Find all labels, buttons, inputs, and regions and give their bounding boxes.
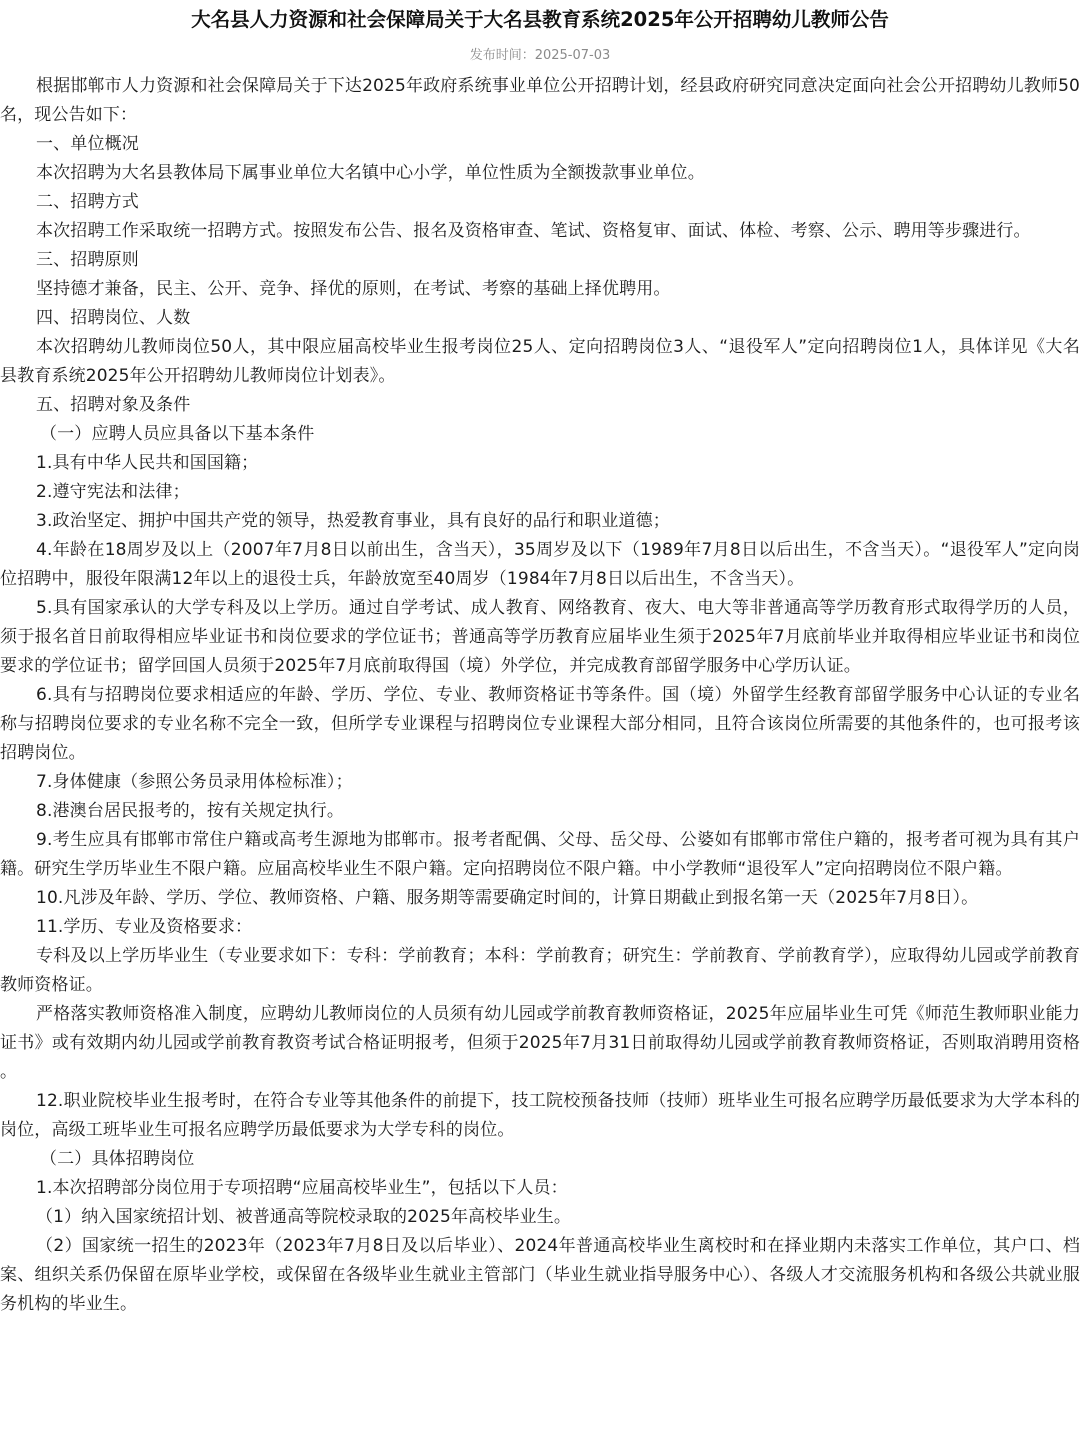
subsection-heading-basic-conditions: （一）应聘人员应具备以下基本条件	[40, 424, 315, 444]
list-item: 6.具有与招聘岗位要求相适应的年龄、学历、学位、专业、教师资格证书等条件。国（境）外留学生经教育部留学服务中心认证的专业名称与招聘岗位要求的专业名称不完全一致，但所学专业课程与招聘岗位专业课程大部分相同，且符合该岗位所需要的其他条件的，也可报考该招聘岗位。	[0, 685, 1080, 763]
paragraph: 坚持德才兼备，民主、公开、竞争、择优的原则，在考试、考察的基础上择优聘用。	[36, 279, 671, 299]
section-heading-eligibility: 五、招聘对象及条件	[36, 395, 191, 415]
list-item: 3.政治坚定、拥护中国共产党的领导，热爱教育事业，具有良好的品行和职业道德；	[36, 511, 670, 531]
list-item: 4.年龄在18周岁及以上（2007年7月8日以前出生，含当天），35周岁及以下（1989年7月8日以后出生，不含当天）。“退役军人”定向岗位招聘中，服役年限满12年以上的退役士兵，年龄放宽至40周岁（1984年7月8日以后出生，不含当天）。	[0, 540, 1080, 589]
article-body	[0, 72, 1080, 1319]
publish-label: 发布时间：	[469, 48, 535, 63]
list-item: 1.本次招聘部分岗位用于专项招聘“应届高校毕业生”，包括以下人员：	[36, 1178, 568, 1198]
section-heading-recruitment-principle: 三、招聘原则	[36, 250, 139, 270]
paragraph: 专科及以上学历毕业生（专业要求如下：专科：学前教育；本科：学前教育；研究生：学前教育、学前教育学），应取得幼儿园或学前教育教师资格证。	[0, 946, 1080, 995]
list-item: 1.具有中华人民共和国国籍；	[36, 453, 259, 473]
list-item: 8.港澳台居民报考的，按有关规定执行。	[36, 801, 345, 821]
section-heading-recruitment-method: 二、招聘方式	[36, 192, 139, 212]
list-item: 12.职业院校毕业生报考时，在符合专业等其他条件的前提下，技工院校预备技师（技师）班毕业生可报名应聘学历最低要求为大学本科的岗位，高级工班毕业生可报名应聘学历最低要求为大学专科的岗位。	[0, 1091, 1080, 1140]
paragraph: 本次招聘工作采取统一招聘方式。按照发布公告、报名及资格审查、笔试、资格复审、面试、体检、考察、公示、聘用等步骤进行。	[36, 221, 1031, 241]
paragraph: 本次招聘幼儿教师岗位50人，其中限应届高校毕业生报考岗位25人、定向招聘岗位3人、“退役军人”定向招聘岗位1人，具体详见《大名县教育系统2025年公开招聘幼儿教师岗位计划表》。	[0, 337, 1080, 386]
article-title: 大名县人力资源和社会保障局关于大名县教育系统2025年公开招聘幼儿教师公告	[191, 8, 889, 31]
publish-info	[0, 46, 1080, 66]
list-item: 9.考生应具有邯郸市常住户籍或高考生源地为邯郸市。报考者配偶、父母、岳父母、公婆如有邯郸市常住户籍的，报考者可视为具有其户籍。研究生学历毕业生不限户籍。应届高校毕业生不限户籍。定向招聘岗位不限户籍。中小学教师“退役军人”定向招聘岗位不限户籍。	[0, 830, 1080, 879]
paragraph-intro: 根据邯郸市人力资源和社会保障局关于下达2025年政府系统事业单位公开招聘计划，经县政府研究同意决定面向社会公开招聘幼儿教师50名，现公告如下：	[0, 76, 1080, 125]
list-item: 5.具有国家承认的大学专科及以上学历。通过自学考试、成人教育、网络教育、夜大、电大等非普通高等学历教育形式取得学历的人员，须于报名首日前取得相应毕业证书和岗位要求的学位证书；普通高等学历教育应届毕业生须于2025年7月底前毕业并取得相应毕业证书和岗位要求的学位证书；留学回国人员须于2025年7月底前取得国（境）外学位，并完成教育部留学服务中心学历认证。	[0, 598, 1080, 676]
paragraph: 本次招聘为大名县教体局下属事业单位大名镇中心小学，单位性质为全额拨款事业单位。	[36, 163, 705, 183]
section-heading-unit-overview: 一、单位概况	[36, 134, 139, 154]
section-heading-positions: 四、招聘岗位、人数	[36, 308, 191, 328]
list-item: （2）国家统一招生的2023年（2023年7月8日及以后毕业）、2024年普通高校毕业生离校时和在择业期内未落实工作单位，其户口、档案、组织关系仍保留在原毕业学校，或保留在各级毕业生就业主管部门（毕业生就业指导服务中心）、各级人才交流服务机构和各级公共就业服务机构的毕业生。	[0, 1236, 1080, 1314]
list-item: 10.凡涉及年龄、学历、学位、教师资格、户籍、服务期等需要确定时间的，计算日期截止到报名第一天（2025年7月8日）。	[36, 888, 979, 908]
list-item: （1）纳入国家统招计划、被普通高等院校录取的2025年高校毕业生。	[36, 1207, 572, 1227]
list-item: 11.学历、专业及资格要求：	[36, 917, 253, 937]
subsection-heading-specific-positions: （二）具体招聘岗位	[40, 1149, 195, 1169]
publish-date: 2025-07-03	[534, 48, 611, 63]
list-item: 2.遵守宪法和法律；	[36, 482, 190, 502]
paragraph: 严格落实教师资格准入制度，应聘幼儿教师岗位的人员须有幼儿园或学前教育教师资格证，2025年应届毕业生可凭《师范生教师职业能力证书》或有效期内幼儿园或学前教育教资考试合格证明报考，但须于2025年7月31日前取得幼儿园或学前教育教师资格证，否则取消聘用资格。	[0, 1004, 1080, 1082]
list-item: 7.身体健康（参照公务员录用体检标准）；	[36, 772, 353, 792]
